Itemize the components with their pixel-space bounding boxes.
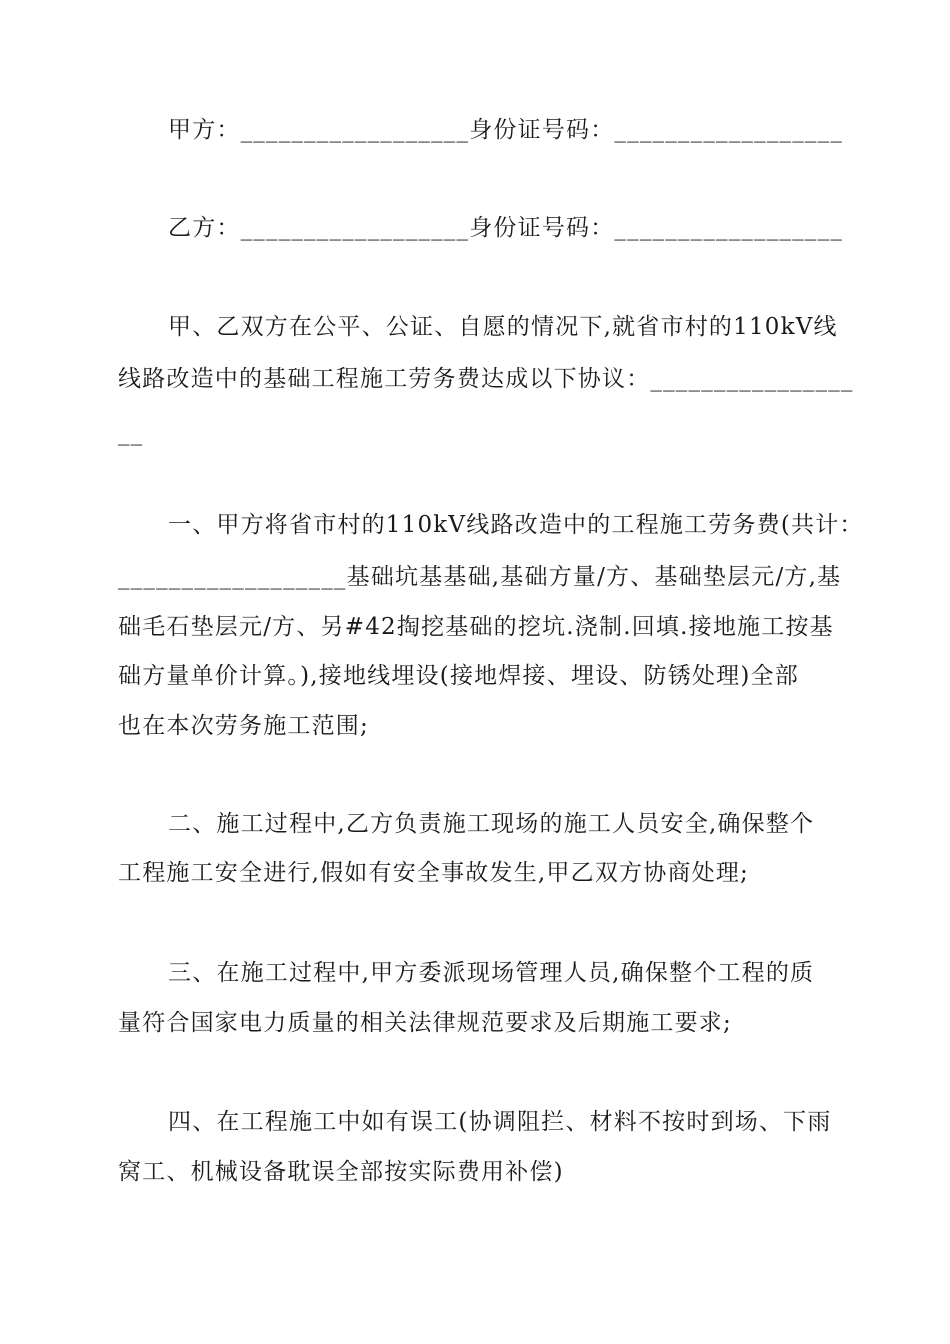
clause-2-line-2: 工程施工安全进行,假如有安全事故发生,甲乙双方协商处理; — [118, 860, 749, 886]
clause-1-line-2: __________________基础坑基基础,基础方量/方、基础垫层元/方,基 — [118, 564, 842, 590]
intro-line-2: 线路改造中的基础工程施工劳务费达成以下协议：________________ — [118, 366, 854, 392]
clause-1-line-1: 一、甲方将省市村的110kV线路改造中的工程施工劳务费(共计： — [168, 512, 864, 538]
clause-4-line-2: 窝工、机械设备耽误全部按实际费用补偿) — [118, 1159, 564, 1185]
party-b-name-blank: __________________ — [240, 215, 470, 241]
clause-3-line-2: 量符合国家电力质量的相关法律规范要求及后期施工要求; — [118, 1010, 732, 1036]
clause-1-line-3: 础毛石垫层元/方、另#42掏挖基础的挖坑.浇制.回填.接地施工按基 — [118, 614, 834, 640]
clause-2-line-1: 二、施工过程中,乙方负责施工现场的施工人员安全,确保整个 — [168, 811, 815, 837]
clause-1-line-5: 也在本次劳务施工范围; — [118, 713, 369, 739]
clause-1-line-4: 础方量单价计算。),接地线埋设(接地焊接、埋设、防锈处理)全部 — [118, 663, 799, 689]
intro-line-3: __ — [118, 420, 144, 446]
party-b-row — [168, 213, 888, 243]
party-a-label: 甲方： — [168, 117, 241, 143]
party-a-row — [168, 115, 888, 145]
party-a-id-blank: __________________ — [614, 117, 844, 143]
party-b-id-blank: __________________ — [614, 215, 844, 241]
party-b-id-label: 身份证号码： — [469, 215, 615, 241]
clause-3-line-1: 三、在施工过程中,甲方委派现场管理人员,确保整个工程的质 — [168, 960, 815, 986]
party-a-id-label: 身份证号码： — [469, 117, 615, 143]
intro-line-1: 甲、乙双方在公平、公证、自愿的情况下,就省市村的110kV线 — [168, 314, 838, 340]
party-a-name-blank: __________________ — [240, 117, 470, 143]
clause-4-line-1: 四、在工程施工中如有误工(协调阻拦、材料不按时到场、下雨 — [168, 1109, 832, 1135]
party-b-label: 乙方： — [168, 215, 241, 241]
